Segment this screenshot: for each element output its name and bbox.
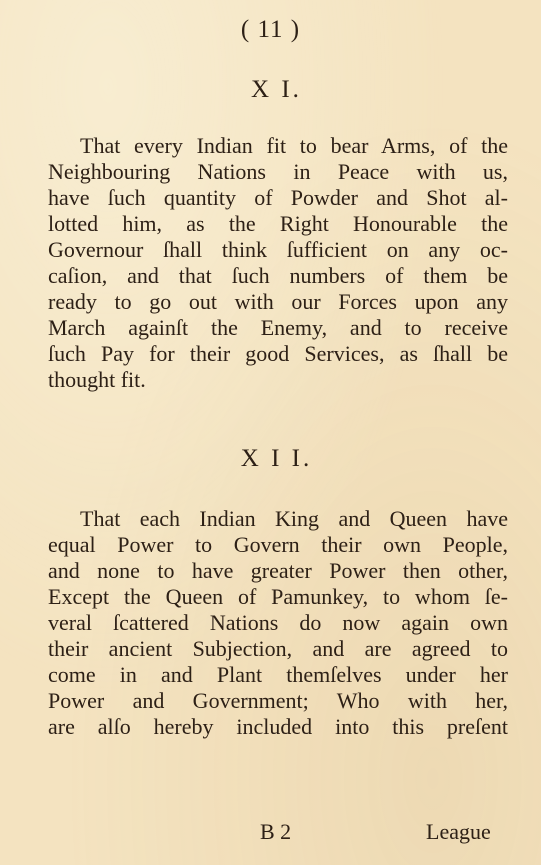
paragraph-line: That each Indian King and Queen have xyxy=(80,506,508,531)
paragraph-line: equal Power to Govern their own People, xyxy=(48,532,508,557)
paragraph-line: That every Indian fit to bear Arms, of the xyxy=(80,133,508,158)
paragraph-line: Neighbouring Nations in Peace with us, xyxy=(48,159,508,184)
paragraph-line: thought fit. xyxy=(48,367,146,392)
paragraph-line: Governour ſhall think ſufficient on any oc- xyxy=(48,237,508,262)
paragraph-line: their ancient Subjection, and are agreed to xyxy=(48,636,508,661)
paragraph-line: Except the Queen of Pamunkey, to whom ſe- xyxy=(48,584,508,609)
paragraph-line: ready to go out with our Forces upon any xyxy=(48,289,508,314)
signature-mark: B 2 xyxy=(260,819,292,844)
paragraph-xi xyxy=(48,133,508,393)
paragraph-line: caſion, and that ſuch numbers of them be xyxy=(48,263,508,288)
section-heading-xii: X I I. xyxy=(240,445,313,472)
paragraph-line: are alſo hereby included into this preſent xyxy=(48,714,508,739)
paragraph-line: and none to have greater Power then other, xyxy=(48,558,508,583)
paragraph-line: have ſuch quantity of Powder and Shot al- xyxy=(48,185,508,210)
paragraph-line: Power and Government; Who with her, xyxy=(48,688,508,713)
paragraph-line: veral ſcattered Nations do now again own xyxy=(48,610,508,635)
section-heading-xi: X I. xyxy=(251,76,302,103)
paragraph-xii xyxy=(48,506,508,740)
paragraph-line: March againſt the Enemy, and to receive xyxy=(48,315,508,340)
paragraph-line: come in and Plant themſelves under her xyxy=(48,662,508,687)
paragraph-line: ſuch Pay for their good Services, as ſhall be xyxy=(48,341,508,366)
catchword: League xyxy=(426,819,491,844)
paragraph-line: lotted him, as the Right Honourable the xyxy=(48,211,508,236)
page-number: ( 11 ) xyxy=(240,16,301,43)
